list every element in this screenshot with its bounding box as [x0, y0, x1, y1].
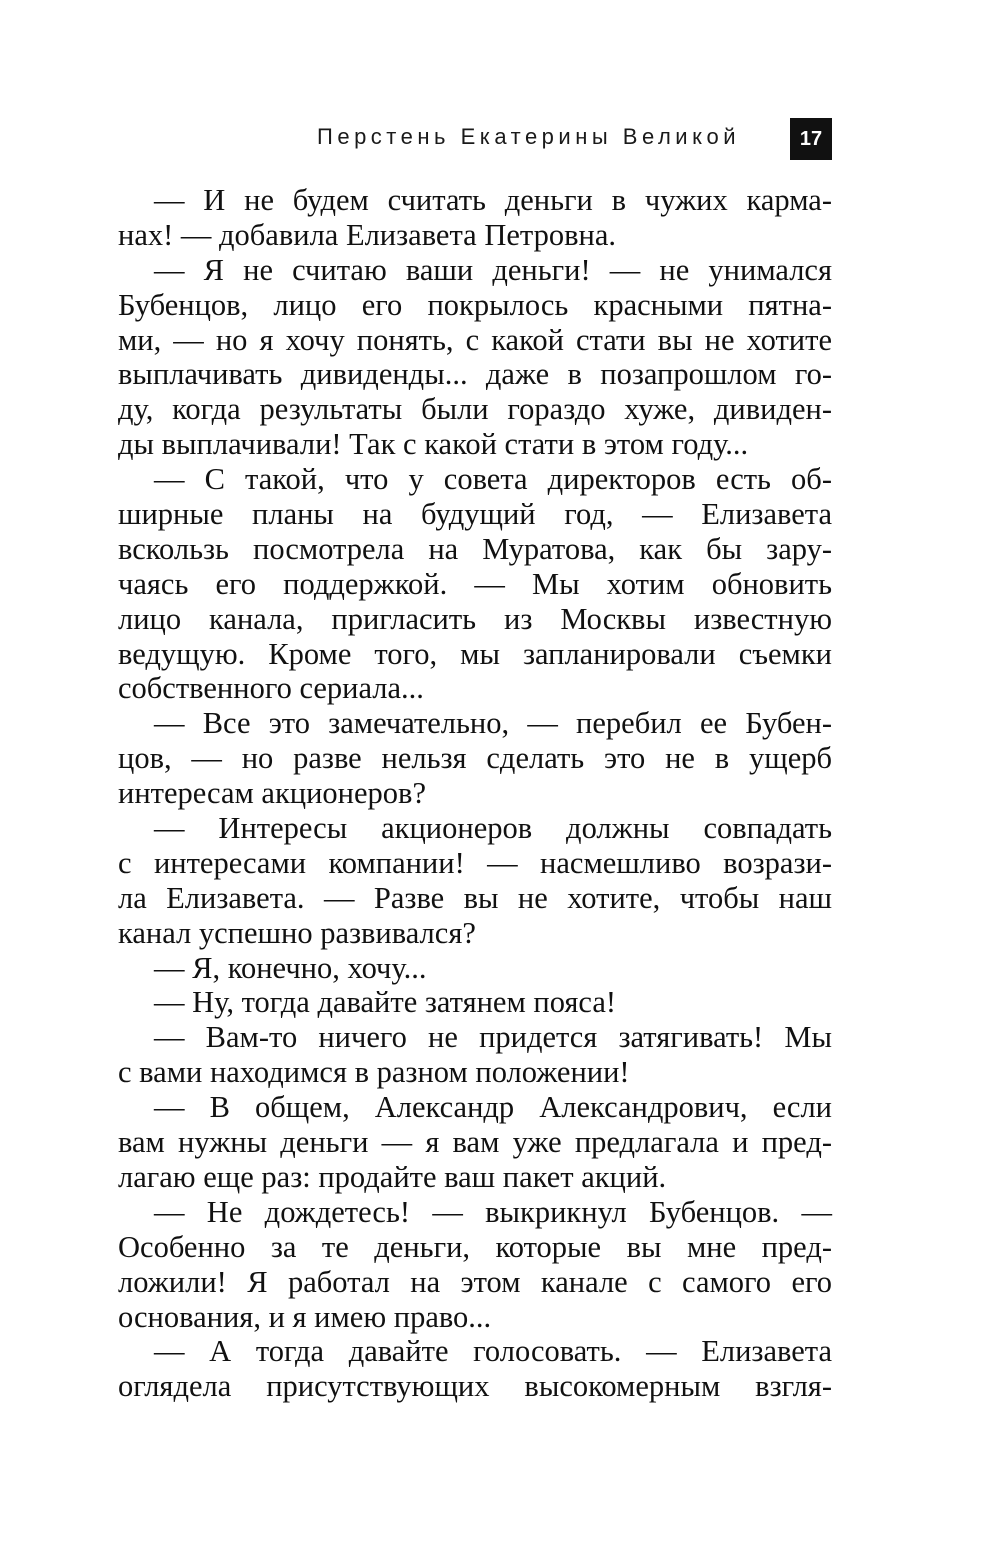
text-line: Бубенцов, лицо его покрылось красными пятна- [118, 287, 832, 322]
text-line: — Ну, тогда давайте затянем пояса! [154, 985, 617, 1020]
text-line: ды выплачивали! Так с какой стати в этом году... [118, 427, 749, 462]
text-line: лицо канала, пригласить из Москвы известную [118, 601, 832, 636]
text-line: чаясь его поддержкой. — Мы хотим обновить [118, 566, 832, 601]
text-line: оглядела присутствующих высокомерным взгля- [118, 1369, 832, 1404]
text-line: ложили! Я работал на этом канале с самого его [118, 1264, 832, 1299]
text-line: с интересами компании! — насмешливо возрази- [118, 845, 832, 880]
text-line: — Все это замечательно, — перебил ее Бубен- [154, 706, 832, 741]
text-line: интересам акционеров? [118, 776, 426, 811]
text-line: — Я не считаю ваши деньги! — не унимался [154, 252, 832, 287]
text-line: ду, когда результаты были гораздо хуже, дивиден- [118, 392, 832, 427]
text-line: — С такой, что у совета директоров есть об- [154, 462, 832, 497]
text-line: — А тогда давайте голосовать. — Елизавета [154, 1334, 832, 1369]
text-line: Особенно за те деньги, которые вы мне пред- [118, 1229, 832, 1264]
text-line: — В общем, Александр Александрович, если [154, 1090, 832, 1125]
body-text [118, 183, 832, 1404]
text-line: лагаю еще раз: продайте ваш пакет акций. [118, 1159, 667, 1194]
running-header [118, 118, 832, 160]
text-line: собственного сериала... [118, 671, 424, 706]
text-line: вскользь посмотрела на Муратова, как бы зару- [118, 531, 832, 566]
text-line: цов, — но разве нельзя сделать это не в ущерб [118, 741, 832, 776]
running-title: Перстень Екатерины Великой [317, 124, 740, 149]
text-line: вам нужны деньги — я вам уже предлагала и пред- [118, 1125, 832, 1160]
text-line: ведущую. Кроме того, мы запланировали съемки [118, 636, 832, 671]
text-line: канал успешно развивался? [118, 915, 476, 950]
text-line: с вами находимся в разном положении! [118, 1055, 630, 1090]
text-line: выплачивать дивиденды... даже в позапрошлом го- [118, 357, 832, 392]
text-line: — Вам-то ничего не придется затягивать! Мы [154, 1020, 832, 1055]
page-number-badge: 17 [790, 118, 832, 160]
text-line: ла Елизавета. — Разве вы не хотите, чтобы наш [118, 880, 832, 915]
text-line: ширные планы на будущий год, — Елизавета [118, 497, 832, 532]
text-line: нах! — добавила Елизавета Петровна. [118, 217, 616, 252]
text-line: ми, — но я хочу понять, с какой стати вы не хотите [118, 322, 832, 357]
text-line: — Я, конечно, хочу... [154, 950, 427, 985]
text-line: — Интересы акционеров должны совпадать [154, 811, 832, 846]
text-line: основания, и я имею право... [118, 1299, 492, 1334]
text-line: — Не дождетесь! — выкрикнул Бубенцов. — [154, 1194, 832, 1229]
text-line: — И не будем считать деньги в чужих карма- [154, 183, 832, 217]
